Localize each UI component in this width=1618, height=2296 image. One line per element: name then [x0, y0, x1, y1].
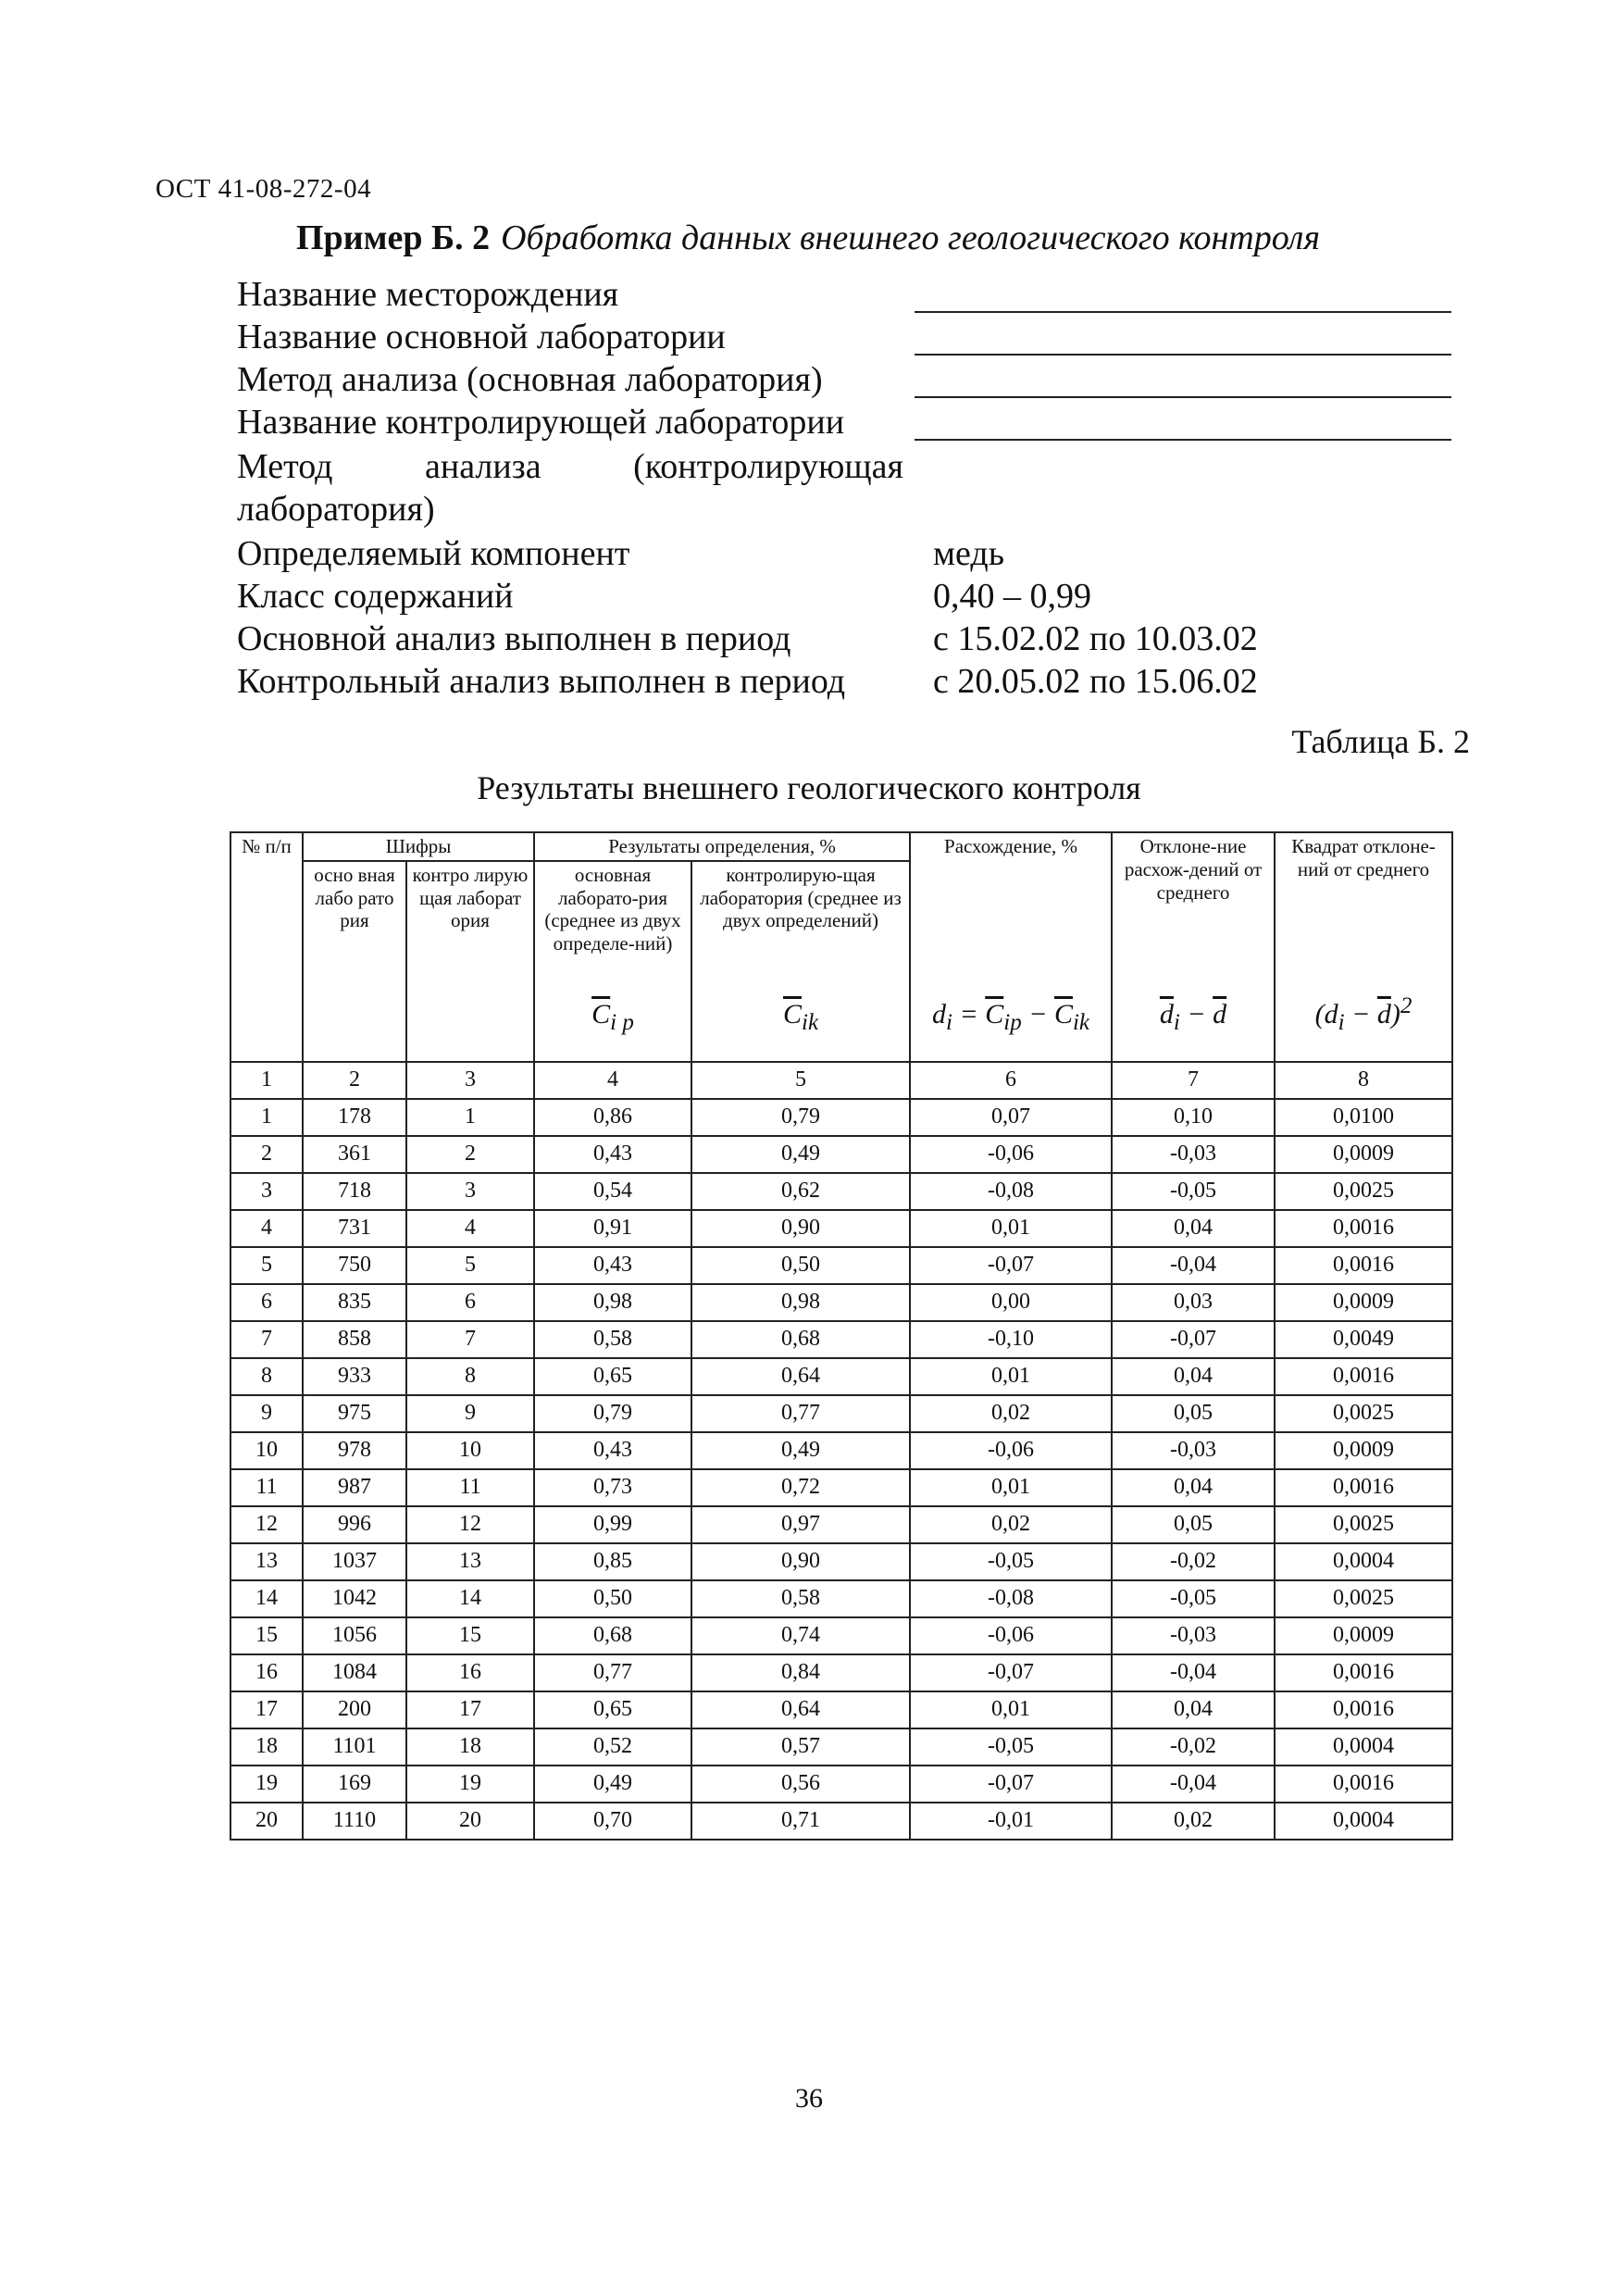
table-cell: 0,04 — [1112, 1469, 1275, 1506]
table-cell: 987 — [303, 1469, 406, 1506]
table-cell: 0,0016 — [1275, 1469, 1452, 1506]
table-row — [230, 1654, 1452, 1691]
field-deposit-name-line — [915, 311, 1451, 313]
table-cell: 0,79 — [534, 1395, 691, 1432]
table-cell: 20 — [406, 1803, 534, 1840]
table-cell: 0,0016 — [1275, 1210, 1452, 1247]
col-number: 2 — [303, 1062, 406, 1099]
table-cell: 0,99 — [534, 1506, 691, 1543]
table-cell: 0,68 — [534, 1617, 691, 1654]
table-cell: 0,04 — [1112, 1358, 1275, 1395]
table-cell: 0,00 — [910, 1284, 1112, 1321]
table-row — [230, 1210, 1452, 1247]
field-main-period-value: с 15.02.02 по 10.03.02 — [933, 619, 1258, 658]
table-cell: -0,07 — [910, 1247, 1112, 1284]
table-cell: 0,0004 — [1275, 1543, 1452, 1580]
table-cell: 12 — [406, 1506, 534, 1543]
table-cell: 0,49 — [534, 1766, 691, 1803]
table-cell: -0,04 — [1112, 1247, 1275, 1284]
field-grade-class-label: Класс содержаний — [237, 577, 514, 616]
table-cell: 16 — [230, 1654, 303, 1691]
table-cell: 0,02 — [1112, 1803, 1275, 1840]
table-row — [230, 1580, 1452, 1617]
table-cell: 0,58 — [691, 1580, 910, 1617]
table-cell: 1 — [230, 1099, 303, 1136]
table-cell: 13 — [406, 1543, 534, 1580]
table-cell: 18 — [230, 1728, 303, 1766]
table-row — [230, 1321, 1452, 1358]
table-cell: 9 — [230, 1395, 303, 1432]
table-cell: 169 — [303, 1766, 406, 1803]
table-cell: -0,01 — [910, 1803, 1112, 1840]
formula-sq: $(d_i - \overline{d})^2$ — [1275, 957, 1452, 1062]
table-cell: 0,43 — [534, 1247, 691, 1284]
table-cell: 15 — [406, 1617, 534, 1654]
results-table — [230, 831, 1453, 1841]
table-cell: 0,0004 — [1275, 1803, 1452, 1840]
table-body — [230, 1099, 1452, 1840]
table-cell: 10 — [230, 1432, 303, 1469]
table-cell: 0,0016 — [1275, 1691, 1452, 1728]
table-cell: 6 — [406, 1284, 534, 1321]
table-cell: 1084 — [303, 1654, 406, 1691]
table-cell: 0,65 — [534, 1358, 691, 1395]
table-row — [230, 1543, 1452, 1580]
field-main-lab-label: Название основной лаборатории — [237, 318, 726, 356]
header-codes-ctrl: контро лирую щая лаборат ория — [406, 861, 534, 1062]
table-cell: 0,02 — [910, 1395, 1112, 1432]
table-cell: 0,01 — [910, 1210, 1112, 1247]
table-cell: 0,65 — [534, 1691, 691, 1728]
table-cell: 18 — [406, 1728, 534, 1766]
table-row — [230, 1173, 1452, 1210]
table-cell: 0,0049 — [1275, 1321, 1452, 1358]
table-label: Таблица Б. 2 — [1291, 723, 1470, 760]
table-cell: 178 — [303, 1099, 406, 1136]
table-cell: 9 — [406, 1395, 534, 1432]
table-cell: 14 — [230, 1580, 303, 1617]
table-cell: 1037 — [303, 1543, 406, 1580]
table-cell: 1056 — [303, 1617, 406, 1654]
table-cell: 11 — [230, 1469, 303, 1506]
table-cell: -0,08 — [910, 1580, 1112, 1617]
table-cell: -0,03 — [1112, 1432, 1275, 1469]
table-cell: 0,01 — [910, 1469, 1112, 1506]
table-cell: -0,02 — [1112, 1728, 1275, 1766]
table-cell: 0,04 — [1112, 1210, 1275, 1247]
field-main-lab-line — [915, 354, 1451, 356]
table-cell: 0,0009 — [1275, 1617, 1452, 1654]
field-control-period-value: с 20.05.02 по 15.06.02 — [933, 662, 1258, 701]
table-cell: 0,0009 — [1275, 1432, 1452, 1469]
header-num: № п/п — [230, 832, 303, 1062]
table-cell: 0,57 — [691, 1728, 910, 1766]
table-row — [230, 1506, 1452, 1543]
table-cell: 1 — [406, 1099, 534, 1136]
table-cell: -0,06 — [910, 1136, 1112, 1173]
table-cell: 4 — [406, 1210, 534, 1247]
table-cell: 1042 — [303, 1580, 406, 1617]
table-row — [230, 1728, 1452, 1766]
table-cell: -0,03 — [1112, 1617, 1275, 1654]
table-cell: 0,52 — [534, 1728, 691, 1766]
table-cell: 0,0016 — [1275, 1358, 1452, 1395]
col-number: 4 — [534, 1062, 691, 1099]
table-cell: 750 — [303, 1247, 406, 1284]
table-cell: 731 — [303, 1210, 406, 1247]
header-res-ctrl: контролирую-щая лаборатория (среднее из двух определений) — [691, 861, 910, 957]
field-control-method-label-line1: Метод анализа (контролирующая — [237, 447, 903, 486]
table-row — [230, 1803, 1452, 1840]
table-cell: 16 — [406, 1654, 534, 1691]
field-control-lab-line — [915, 439, 1451, 441]
formula-dev: $\overline{d}_i - \overline{d}$ — [1112, 957, 1275, 1062]
table-cell: 14 — [406, 1580, 534, 1617]
document-code: ОСТ 41-08-272-04 — [156, 174, 372, 204]
example-heading — [296, 218, 1320, 258]
table-row — [230, 1284, 1452, 1321]
table-row — [230, 1136, 1452, 1173]
table-cell: 5 — [406, 1247, 534, 1284]
table-cell: 19 — [230, 1766, 303, 1803]
table-cell: 12 — [230, 1506, 303, 1543]
table-cell: 0,73 — [534, 1469, 691, 1506]
table-cell: 0,0004 — [1275, 1728, 1452, 1766]
table-row — [230, 1358, 1452, 1395]
table-cell: 0,54 — [534, 1173, 691, 1210]
table-cell: 0,77 — [691, 1395, 910, 1432]
table-cell: 0,64 — [691, 1691, 910, 1728]
table-cell: 0,98 — [534, 1284, 691, 1321]
table-cell: 6 — [230, 1284, 303, 1321]
table-cell: 933 — [303, 1358, 406, 1395]
field-grade-class-value: 0,40 – 0,99 — [933, 577, 1091, 616]
table-cell: 0,62 — [691, 1173, 910, 1210]
table-cell: 0,0016 — [1275, 1766, 1452, 1803]
table-cell: 835 — [303, 1284, 406, 1321]
table-cell: 0,68 — [691, 1321, 910, 1358]
header-row-1 — [230, 832, 1452, 861]
table-cell: 858 — [303, 1321, 406, 1358]
table-cell: 13 — [230, 1543, 303, 1580]
table-cell: 7 — [406, 1321, 534, 1358]
table-cell: 8 — [230, 1358, 303, 1395]
table-cell: 0,86 — [534, 1099, 691, 1136]
header-results: Результаты определения, % — [534, 832, 910, 861]
table-cell: 718 — [303, 1173, 406, 1210]
table-cell: 4 — [230, 1210, 303, 1247]
field-control-lab-label: Название контролирующей лаборатории — [237, 403, 845, 442]
table-cell: 2 — [406, 1136, 534, 1173]
field-control-method-label-line2: лаборатория) — [237, 490, 435, 529]
header-codes: Шифры — [303, 832, 534, 861]
table-cell: 0,01 — [910, 1358, 1112, 1395]
col-number: 7 — [1112, 1062, 1275, 1099]
table-cell: 0,10 — [1112, 1099, 1275, 1136]
table-cell: 0,05 — [1112, 1395, 1275, 1432]
table-cell: 0,71 — [691, 1803, 910, 1840]
field-component-value: медь — [933, 534, 1005, 573]
formula-d-i: $d_i = \overline{C}_{ip} - \overline{C}_{ik}$ — [910, 957, 1112, 1062]
table-cell: -0,07 — [910, 1766, 1112, 1803]
table-cell: 975 — [303, 1395, 406, 1432]
header-dev: Отклоне-ние расхож-дений от среднего — [1112, 832, 1275, 957]
table-cell: 0,97 — [691, 1506, 910, 1543]
table-cell: 1101 — [303, 1728, 406, 1766]
table-cell: 0,49 — [691, 1136, 910, 1173]
table-cell: 200 — [303, 1691, 406, 1728]
table-cell: 0,50 — [691, 1247, 910, 1284]
table-cell: 0,0016 — [1275, 1247, 1452, 1284]
table-cell: -0,04 — [1112, 1654, 1275, 1691]
page-number: 36 — [795, 2083, 823, 2114]
table-cell: 0,07 — [910, 1099, 1112, 1136]
table-cell: 19 — [406, 1766, 534, 1803]
table-cell: 0,0025 — [1275, 1580, 1452, 1617]
table-cell: -0,05 — [1112, 1580, 1275, 1617]
table-cell: -0,03 — [1112, 1136, 1275, 1173]
table-cell: 0,0025 — [1275, 1395, 1452, 1432]
table-row — [230, 1691, 1452, 1728]
table-cell: 10 — [406, 1432, 534, 1469]
example-title: Обработка данных внешнего геологического контроля — [501, 218, 1321, 257]
field-component-label: Определяемый компонент — [237, 534, 630, 573]
table-cell: -0,07 — [910, 1654, 1112, 1691]
table-cell: 0,70 — [534, 1803, 691, 1840]
table-row — [230, 1617, 1452, 1654]
table-cell: 0,50 — [534, 1580, 691, 1617]
table-cell: 0,03 — [1112, 1284, 1275, 1321]
table-cell: 20 — [230, 1803, 303, 1840]
table-cell: 0,91 — [534, 1210, 691, 1247]
table-cell: 0,49 — [691, 1432, 910, 1469]
table-cell: 7 — [230, 1321, 303, 1358]
table-cell: -0,05 — [910, 1728, 1112, 1766]
table-cell: 2 — [230, 1136, 303, 1173]
table-cell: 0,0016 — [1275, 1654, 1452, 1691]
table-cell: 0,43 — [534, 1432, 691, 1469]
table-cell: 0,85 — [534, 1543, 691, 1580]
table-cell: 0,90 — [691, 1210, 910, 1247]
field-main-method-label: Метод анализа (основная лаборатория) — [237, 360, 823, 399]
table-cell: -0,07 — [1112, 1321, 1275, 1358]
table-cell: 978 — [303, 1432, 406, 1469]
table-cell: 0,98 — [691, 1284, 910, 1321]
table-row — [230, 1099, 1452, 1136]
table-cell: 0,43 — [534, 1136, 691, 1173]
table-cell: 361 — [303, 1136, 406, 1173]
table-cell: -0,08 — [910, 1173, 1112, 1210]
table-cell: 17 — [406, 1691, 534, 1728]
table-cell: 17 — [230, 1691, 303, 1728]
table-cell: 3 — [406, 1173, 534, 1210]
table-cell: 5 — [230, 1247, 303, 1284]
table-cell: 0,01 — [910, 1691, 1112, 1728]
table-row — [230, 1766, 1452, 1803]
table-cell: 0,0009 — [1275, 1136, 1452, 1173]
table-cell: -0,04 — [1112, 1766, 1275, 1803]
table-cell: -0,02 — [1112, 1543, 1275, 1580]
table-caption: Результаты внешнего геологического контроля — [477, 769, 1141, 806]
example-label: Пример Б. 2 — [296, 218, 491, 257]
field-control-period-label: Контрольный анализ выполнен в период — [237, 662, 846, 701]
col-number: 8 — [1275, 1062, 1452, 1099]
field-main-method-line — [915, 396, 1451, 398]
table-cell: -0,05 — [1112, 1173, 1275, 1210]
formula-c-main: $\overline{C}_{i p}$ — [534, 957, 691, 1062]
table-cell: 0,74 — [691, 1617, 910, 1654]
column-number-row — [230, 1062, 1452, 1099]
table-cell: 0,02 — [910, 1506, 1112, 1543]
header-codes-main: осно вная лабо рато рия — [303, 861, 406, 1062]
header-res-main: основная лаборато-рия (среднее из двух определе-ний) — [534, 861, 691, 957]
table-cell: 8 — [406, 1358, 534, 1395]
header-sq: Квадрат отклоне-ний от среднего — [1275, 832, 1452, 957]
col-number: 1 — [230, 1062, 303, 1099]
formula-c-ctrl: $\overline{C}_{ik}$ — [691, 957, 910, 1062]
field-deposit-name-label: Название месторождения — [237, 275, 619, 314]
col-number: 5 — [691, 1062, 910, 1099]
table-cell: -0,05 — [910, 1543, 1112, 1580]
table-cell: -0,06 — [910, 1432, 1112, 1469]
table-cell: 0,0025 — [1275, 1506, 1452, 1543]
table-cell: 0,58 — [534, 1321, 691, 1358]
table-cell: 0,04 — [1112, 1691, 1275, 1728]
table-cell: -0,06 — [910, 1617, 1112, 1654]
table-cell: 0,0025 — [1275, 1173, 1452, 1210]
field-main-period-label: Основной анализ выполнен в период — [237, 619, 791, 658]
table-cell: -0,10 — [910, 1321, 1112, 1358]
table-cell: 0,90 — [691, 1543, 910, 1580]
table-cell: 0,56 — [691, 1766, 910, 1803]
table-cell: 0,79 — [691, 1099, 910, 1136]
col-number: 6 — [910, 1062, 1112, 1099]
table-cell: 0,72 — [691, 1469, 910, 1506]
table-row — [230, 1432, 1452, 1469]
table-cell: 0,84 — [691, 1654, 910, 1691]
table-row — [230, 1247, 1452, 1284]
table-cell: 0,0100 — [1275, 1099, 1452, 1136]
table-cell: 15 — [230, 1617, 303, 1654]
table-row — [230, 1395, 1452, 1432]
table-row — [230, 1469, 1452, 1506]
col-number: 3 — [406, 1062, 534, 1099]
table-cell: 996 — [303, 1506, 406, 1543]
table-cell: 0,64 — [691, 1358, 910, 1395]
header-diff: Расхождение, % — [910, 832, 1112, 957]
table-cell: 0,05 — [1112, 1506, 1275, 1543]
table-cell: 11 — [406, 1469, 534, 1506]
table-cell: 1110 — [303, 1803, 406, 1840]
table-cell: 0,77 — [534, 1654, 691, 1691]
table-cell: 0,0009 — [1275, 1284, 1452, 1321]
table-cell: 3 — [230, 1173, 303, 1210]
